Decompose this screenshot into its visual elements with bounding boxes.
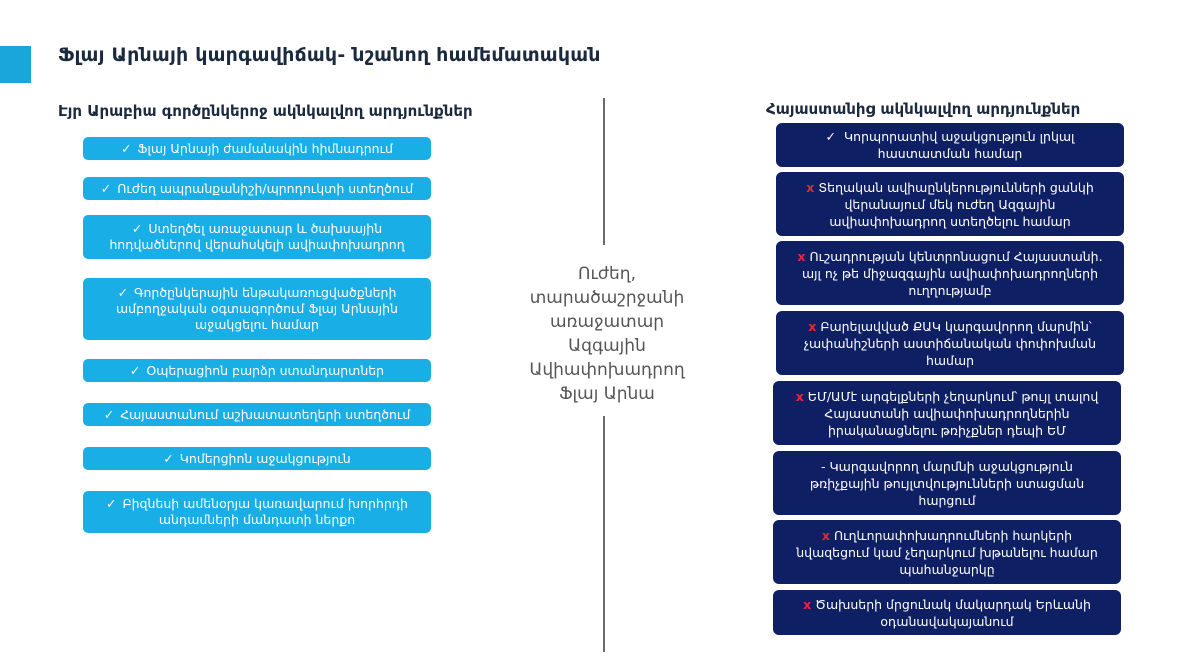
left-item [83, 403, 431, 426]
center-line: Ազգային [568, 336, 646, 356]
left-item [83, 278, 431, 340]
x-icon: x [806, 179, 815, 195]
left-item-text: Օպերացիոն բարձր ստանդարտներ [146, 362, 385, 378]
right-item [773, 381, 1121, 445]
left-item-text: Գործընկերային ենթակառուցվածքների ամբողջական օգտագործում Ֆլայ Արնային աջակցելու համար [116, 285, 398, 332]
right-item-text: ԵՄ/ԱՄէ արգելքների չեղարկում՝ թույլ տալով Հայաստանի ավիափոխադրողներին իրականացնելու թռիչքներ դեպի ԵՄ [807, 388, 1099, 438]
check-icon: ✓ [117, 285, 129, 300]
right-item-text: Ուղևորափոխադրումների հարկերի նվազեցում կամ չեղարկում խթանելու համար պահանջարկը [796, 527, 1098, 577]
accent-bar [0, 46, 31, 83]
right-item-text: Ուշադրության կենտրոնացում Հայաստանի. այլ ոչ թե միջազգային ավիափոխադրողների ուղղությամբ [801, 248, 1103, 298]
right-item [776, 123, 1124, 167]
right-item-text: Կորպորատիվ աջակցություն լրկալ հաստատման համար [844, 129, 1075, 161]
center-line: Ուժեղ, [578, 264, 636, 284]
check-icon: ✓ [163, 450, 174, 466]
check-icon: ✓ [825, 129, 837, 144]
left-item-text: Հայաստանում աշխատատեղերի ստեղծում [120, 406, 411, 422]
right-item [776, 172, 1124, 236]
x-icon: x [795, 388, 804, 404]
left-item-text: Ստեղծել առաջատար և ծախսային հոդվածներով վերահսկելի ավիափոխադրող [109, 221, 405, 252]
left-item [83, 177, 431, 200]
right-item-text: Ծախսերի մրցունակ մակարդակ Երևանի օդանավակայանում [815, 596, 1091, 629]
check-icon: ✓ [106, 496, 117, 511]
left-item-text: Կոմերցիոն աջակցություն [179, 450, 351, 466]
divider-line-bottom [603, 416, 605, 652]
check-icon: ✓ [121, 140, 132, 156]
center-line: Ֆլայ Արնա [559, 384, 655, 404]
right-item [776, 311, 1124, 375]
left-item [83, 491, 431, 533]
left-heading: Էյր Արաբիա գործընկերոջ ակնկալվող արդյունքներ [58, 102, 473, 120]
right-item-text: - Կարգավորող մարմնի աջակցություն թռիչքային թույլտվությունների ստացման հարցում [809, 458, 1085, 508]
x-icon: x [797, 248, 806, 264]
page-title: Ֆլայ Արնայի կարգավիճակ- նշանող համեմատական [58, 44, 601, 66]
right-item-text: Տեղական ավիաընկերությունների ցանկի վերանայում մեկ ուժեղ Ազգային ավիափոխադրող ստեղծելու համար [818, 179, 1094, 229]
center-line: առաջատար [549, 312, 665, 332]
center-line: Ավիափոխադրող [529, 360, 685, 380]
right-item [773, 590, 1121, 635]
right-item [773, 451, 1121, 515]
divider-line-top [603, 98, 605, 245]
left-item-text: Բիզնեսի ամենօրյա կառավարում խորհրդի անդամների մանդատի ներքո [122, 496, 408, 527]
x-icon: x [803, 596, 812, 612]
right-item [776, 241, 1124, 305]
left-item [83, 359, 431, 382]
left-item [83, 137, 431, 160]
center-line: տարածաշրջանի [529, 288, 685, 308]
check-icon: ✓ [131, 221, 143, 236]
left-item-text: Ֆլայ Արնայի ժամանակին հիմնադրում [137, 140, 393, 156]
check-icon: ✓ [100, 180, 112, 196]
left-item [83, 447, 431, 470]
check-icon: ✓ [129, 362, 141, 378]
center-statement [512, 262, 702, 406]
x-icon: x [808, 318, 817, 334]
right-heading: Հայաստանից ակնկալվող արդյունքներ [766, 100, 1081, 118]
right-item [773, 520, 1121, 584]
check-icon: ✓ [103, 406, 115, 422]
left-item [83, 215, 431, 259]
left-item-text: Ուժեղ ապրանքանիշի/պրոդուկտի ստեղծում [117, 180, 414, 196]
x-icon: x [821, 527, 830, 543]
right-item-text: Բարելավված ՔԱԿ կարգավորող մարմին՝ չափանիշների աստիճանական փոփոխման համար [803, 318, 1097, 368]
